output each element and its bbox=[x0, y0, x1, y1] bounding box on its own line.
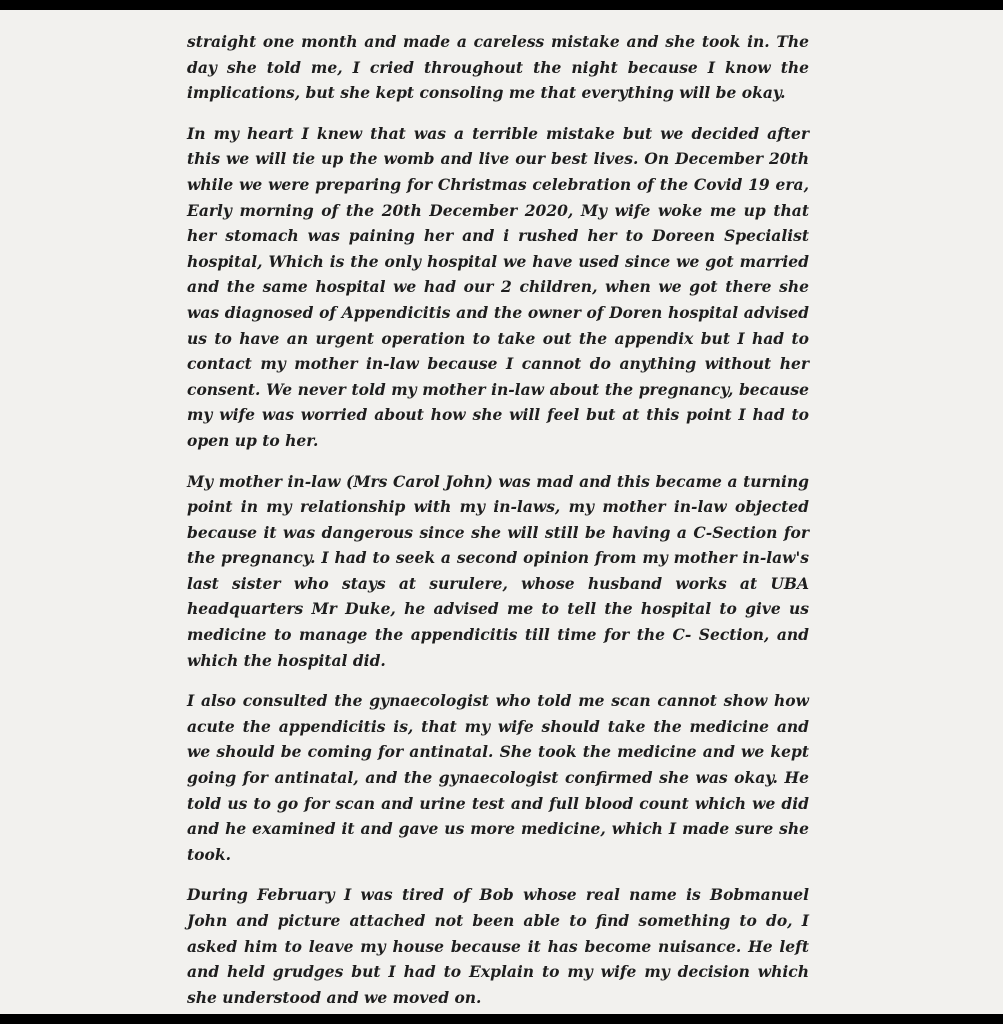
paragraph-4: I also consulted the gynaecologist who told me scan cannot show how acute the appendicitis is, that my wife should take the medicine and we should be coming for antinatal. She took the medicine and we kept going for antinatal, and the gynaecologist confirmed she was okay. He told us to go for scan and urine test and full blood count which we did and he examined it and gave us more medicine, which I made sure she took. bbox=[187, 691, 809, 864]
paragraph-1: straight one month and made a careless mistake and she took in. The day she told me, I cried throughout the night because I know the implications, but she kept consoling me that everything will be okay. bbox=[187, 32, 809, 103]
paragraph-5: During February I was tired of Bob whose real name is Bobmanuel John and picture attached not been able to find something to do, I asked him to leave my house because it has become nuisance. He left and held grudges but I had to Explain to my wife my decision which she understood and we moved on. bbox=[187, 885, 809, 1007]
document-page bbox=[0, 10, 1003, 1014]
paragraph-3: My mother in-law (Mrs Carol John) was mad and this became a turning point in my relationship with my in-laws, my mother in-law objected because it was dangerous since she will still be having a C-Section for the pregnancy. I had to seek a second opinion from my mother in-law's last sister who stays at surulere, whose husband works at UBA headquarters Mr Duke, he advised me to tell the hospital to give us medicine to manage the appendicitis till time for the C- Section, and which the hospital did. bbox=[187, 471, 809, 670]
paragraph-2: In my heart I knew that was a terrible mistake but we decided after this we will tie up the womb and live our best lives. On December 20th while we were preparing for Christmas celebration of the Covid 19 era, Early morning of the 20th December 2020, My wife woke me up that her stomach was paining her and i rushed her to Doreen Specialist hospital, Which is the only hospital we have used since we got married and the same hospital we had our 2 children, when we got there she was diagnosed of Appendicitis and the owner of Doren hospital advised us to have an urgent operation to take out the appendix but I had to contact my mother in-law because I cannot do anything without her consent. We never told my mother in-law about the pregnancy, because my wife was worried about how she will feel but at this point I had to open up to her. bbox=[187, 123, 809, 450]
document-body bbox=[187, 29, 809, 1014]
